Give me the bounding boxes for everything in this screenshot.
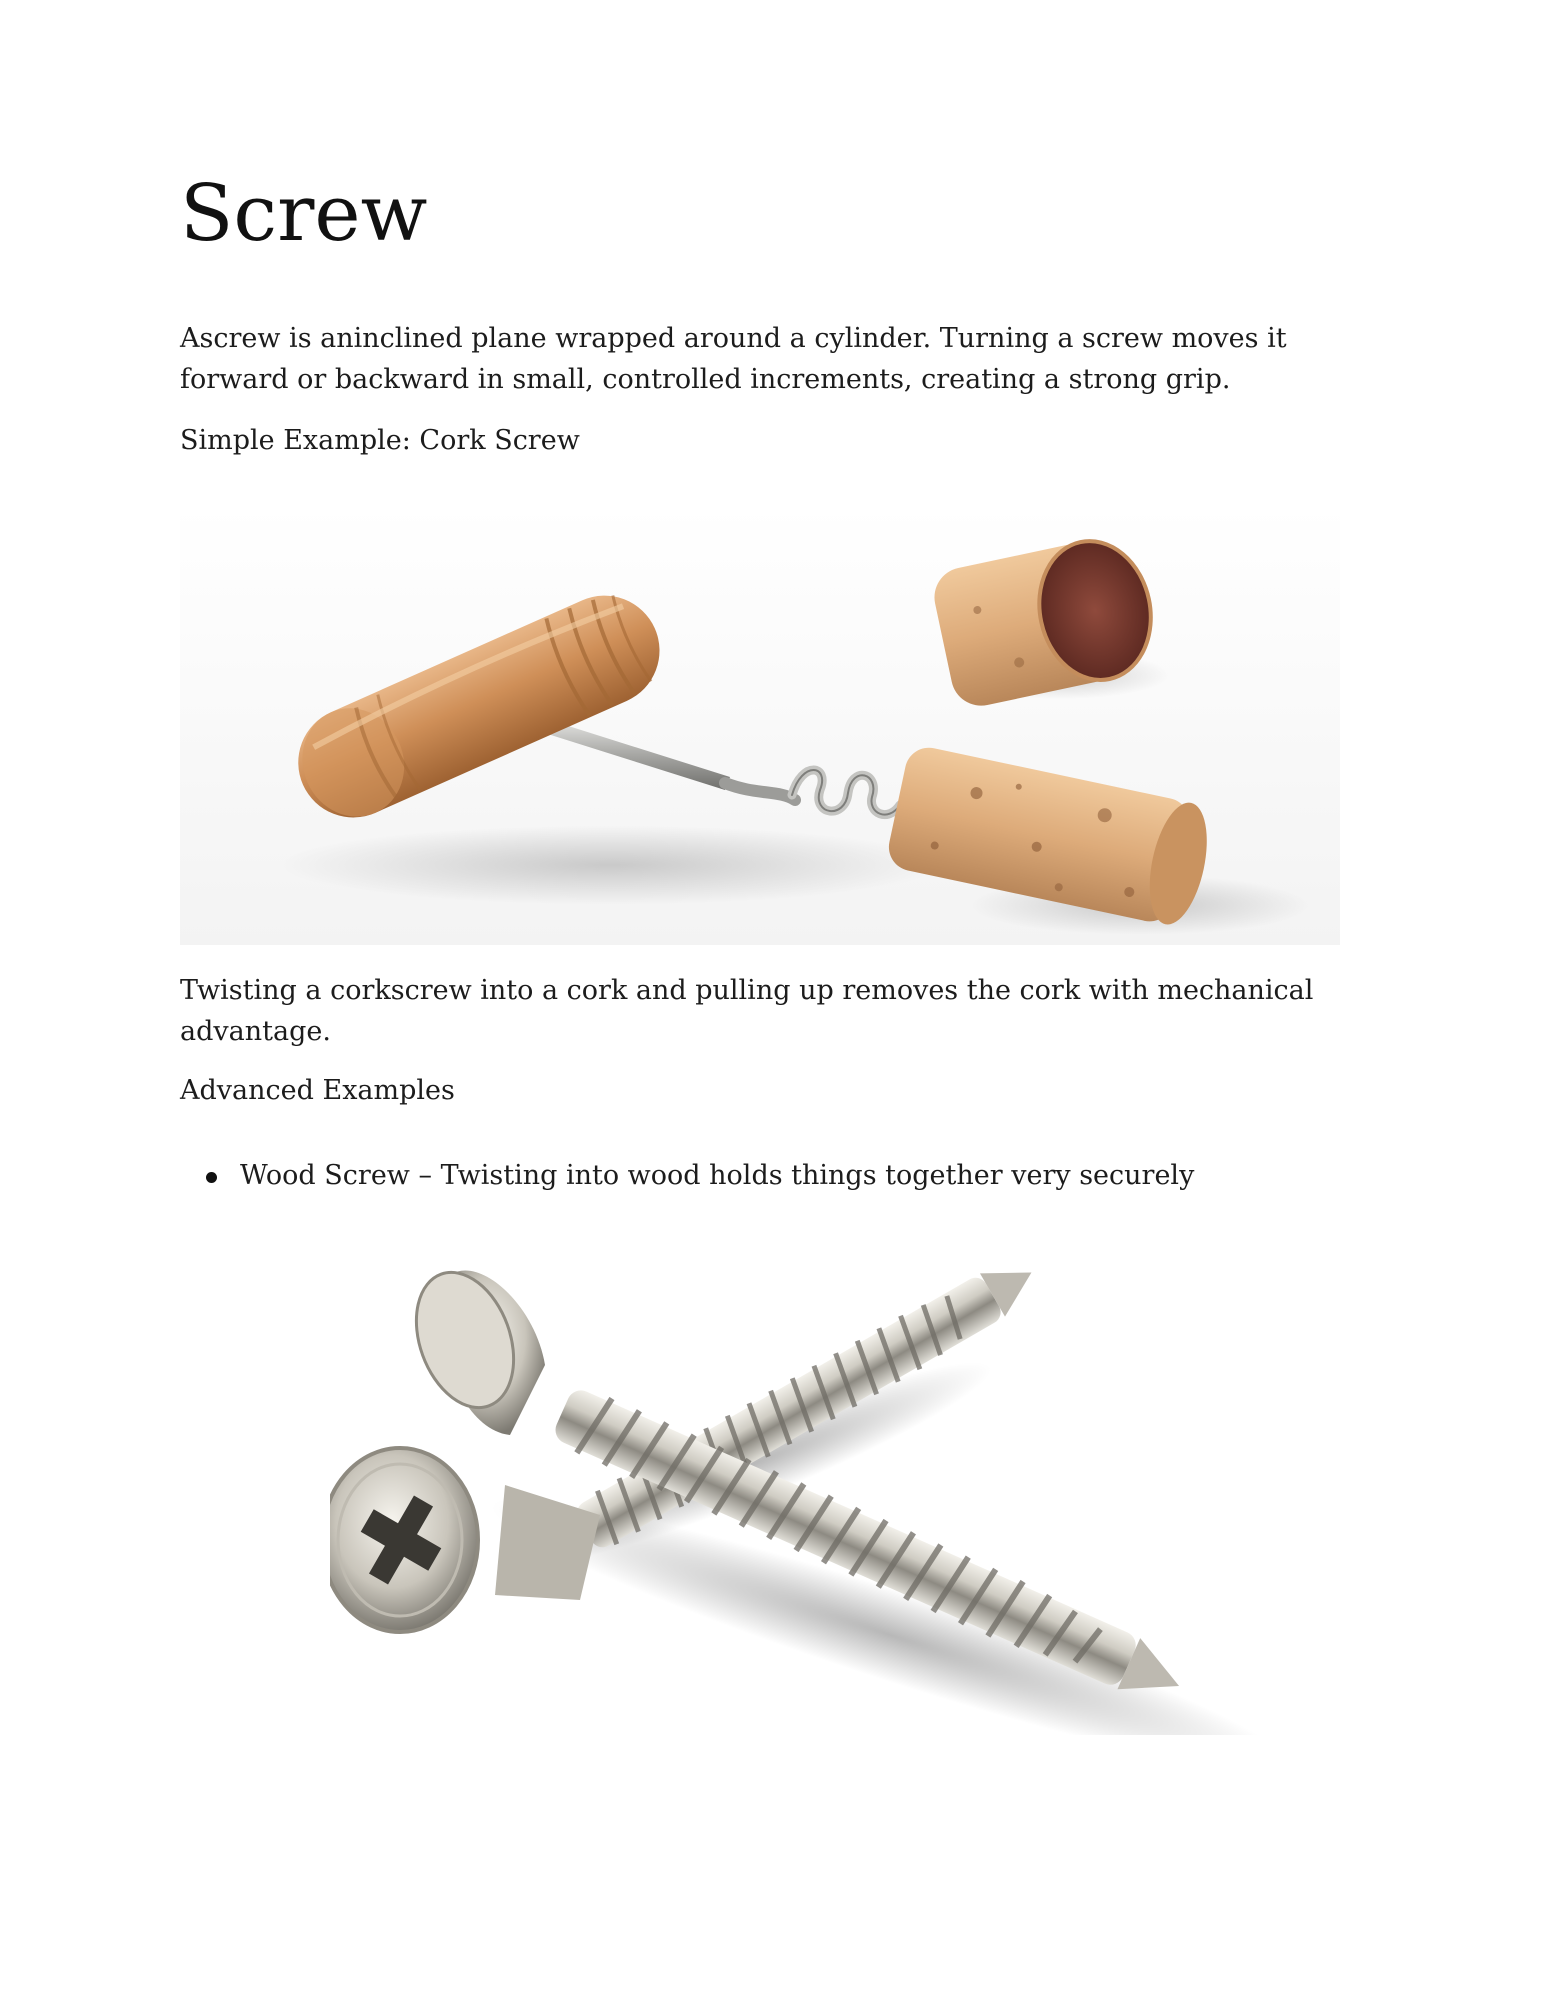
wood-screws-photo	[330, 1215, 1380, 1735]
list-item	[180, 1155, 1365, 1196]
intro-paragraph: Ascrew is aninclined plane wrapped around a cylinder. Turning a screw moves it forward or backward in small, controlled increments, creating a strong grip.	[180, 323, 1287, 395]
advanced-examples-heading: Advanced Examples	[180, 1075, 455, 1106]
advanced-examples-list	[180, 1155, 1365, 1196]
corkscrew-caption: Twisting a corkscrew into a cork and pulling up removes the cork with mechanical advantage.	[180, 975, 1314, 1047]
bullet-icon	[206, 1172, 217, 1183]
simple-example-heading: Simple Example: Cork Screw	[180, 425, 580, 456]
page-title: Screw	[180, 169, 428, 259]
list-item-text: Wood Screw – Twisting into wood holds things together very securely	[240, 1160, 1195, 1191]
phillips-screw-head	[330, 1448, 600, 1632]
corkscrew-photo	[180, 505, 1340, 945]
upper-screw-head	[399, 1259, 545, 1435]
